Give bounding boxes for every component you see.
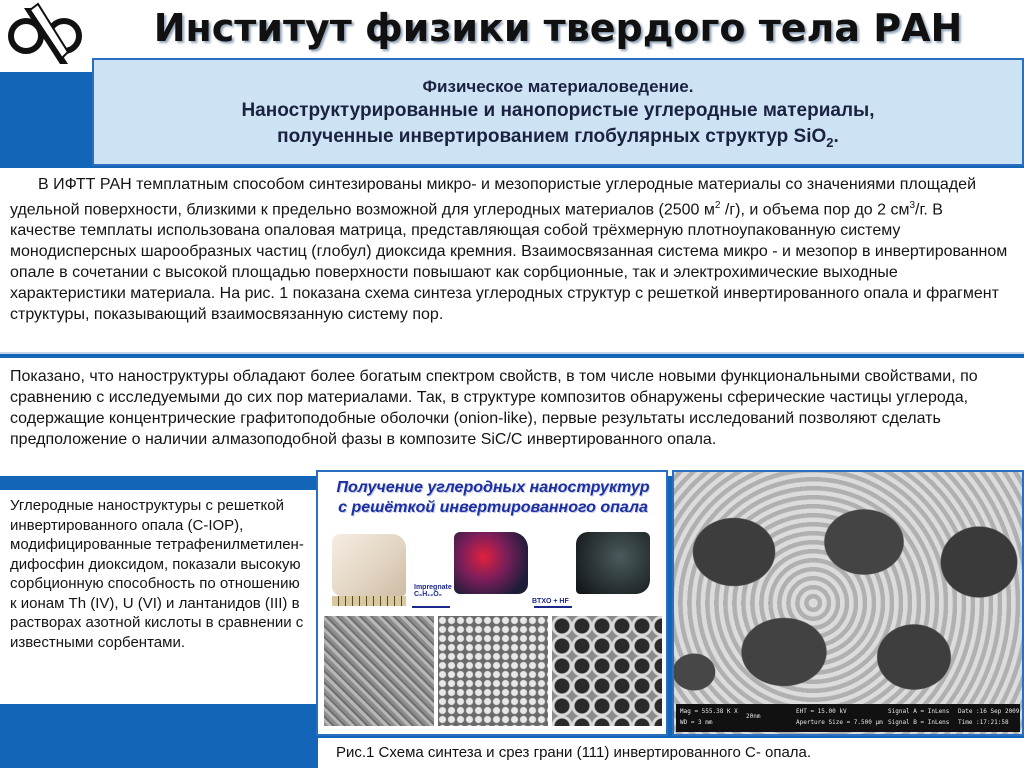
results-paragraph: Показано, что наноструктуры обладают более богатым спектром свойств, в том числе новыми функциональными свойствами, по сравнению с исследуемыми до сих пор материалами. Так, в структуре композитов обнаружены сферические частицы углерода, содержащие концентрические графитоподобные оболочки (onion-like), первые результаты исследований позволяют сделать предположение о наличии алмазоподобной фазы в композите SiC/C инвертированного опала. (0, 358, 1024, 476)
subtitle-line-3-text: полученные инвертированием глобулярных структур SiO (277, 126, 827, 147)
subtitle-line-2: Наноструктурированные и нанопористые углеродные материалы, (241, 100, 875, 121)
impregnated-opal-image (454, 532, 528, 594)
sem-info-bar (676, 704, 1020, 732)
subtitle-box (92, 58, 1024, 166)
subtitle-line-3-end: . (833, 126, 839, 147)
subtitle-line-3 (94, 124, 1022, 156)
sem-time: Time :17:21:58 (958, 719, 1009, 726)
sem-micrograph-image (672, 470, 1024, 736)
subtitle-line-1: Физическое материаловедение. (422, 77, 694, 96)
sem-date: Date :16 Sep 2009 (958, 708, 1020, 715)
issp-logo-icon (0, 0, 92, 72)
synthesis-scheme-figure (316, 470, 668, 736)
sem-scale: 20nm (746, 713, 761, 720)
sem-aperture: Aperture Size = 7.500 µm (796, 719, 883, 726)
intro-sup-a: 2 (714, 200, 721, 211)
sem-wd: WD = 3 mm (680, 719, 713, 726)
intro-text-a: В ИФТТ РАН темплатным способом синтезированы микро- и мезопористые углеродные материалы со значениями площадей удельной поверхности, близкими к предельно возможной для углеродных материалов (2500 м (10, 176, 976, 219)
intro-sup-b: 3 (909, 200, 916, 211)
sem-opal-image (324, 616, 434, 726)
carbon-replica-image (576, 532, 650, 594)
page-title: Институт физики твердого тела РАН (153, 6, 963, 50)
sem-mag: Mag = 555.38 K X (680, 708, 738, 715)
intro-text-b: /г), и объема пор до 2 см (720, 201, 910, 219)
opal-sample-image (332, 534, 406, 596)
arrow-2-label: BTXO + HF (532, 598, 569, 605)
sem-eht: EHT = 15.00 kV (796, 708, 847, 715)
intro-text-c: /г. В качестве темплаты использована опаловая матрица, представляющая собой трёхмерную плотноупакованную систему монодисперсных шарообразных частиц (глобул) диоксида кремния. Взаимосвязанная система микро - и мезопор в инвертированном опале в сочетании с высокой площадью поверхности повышают как сорбционные, так и электрохимические выходные характеристики материала. На рис. 1 показана схема синтеза углеродных структур с решеткой инвертированного опала и фрагмент структуры, показывающий взаимосвязанную систему пор. (10, 201, 1008, 324)
sem-signal-b: Signal B = InLens (888, 719, 950, 726)
sorption-paragraph: Углеродные наноструктуры с решеткой инвертированного опала (С-IOP), модифицированные тетрафенилметилен-дифосфин диоксидом, показали высокую сорбционную способность по отношению к ионам Th (IV), U (VI) и лантанидов (III) в растворах азотной кислоты в сравнении с известными сорбентами. (0, 490, 318, 704)
sem-inverted-opal-image (552, 616, 662, 726)
arrow-2 (534, 606, 572, 608)
scheme-title-line-2: с решёткой инвертированного опала (338, 499, 648, 516)
arrow-1 (412, 606, 450, 608)
sem-composite-image (438, 616, 548, 726)
ruler-image (332, 596, 406, 606)
figure-caption: Рис.1 Схема синтеза и срез грани (111) инвертированного С- опала. (318, 738, 1024, 768)
scheme-title-line-1: Получение углеродных наноструктур (336, 479, 650, 496)
arrow-1-label: Impregnate C₆H₁₂O₆ (414, 584, 452, 598)
sem-signal-a: Signal A = InLens (888, 708, 950, 715)
intro-paragraph (0, 168, 1024, 354)
institute-logo (0, 0, 92, 72)
subtitle-subscript: 2 (826, 134, 834, 150)
scheme-title (324, 478, 662, 522)
